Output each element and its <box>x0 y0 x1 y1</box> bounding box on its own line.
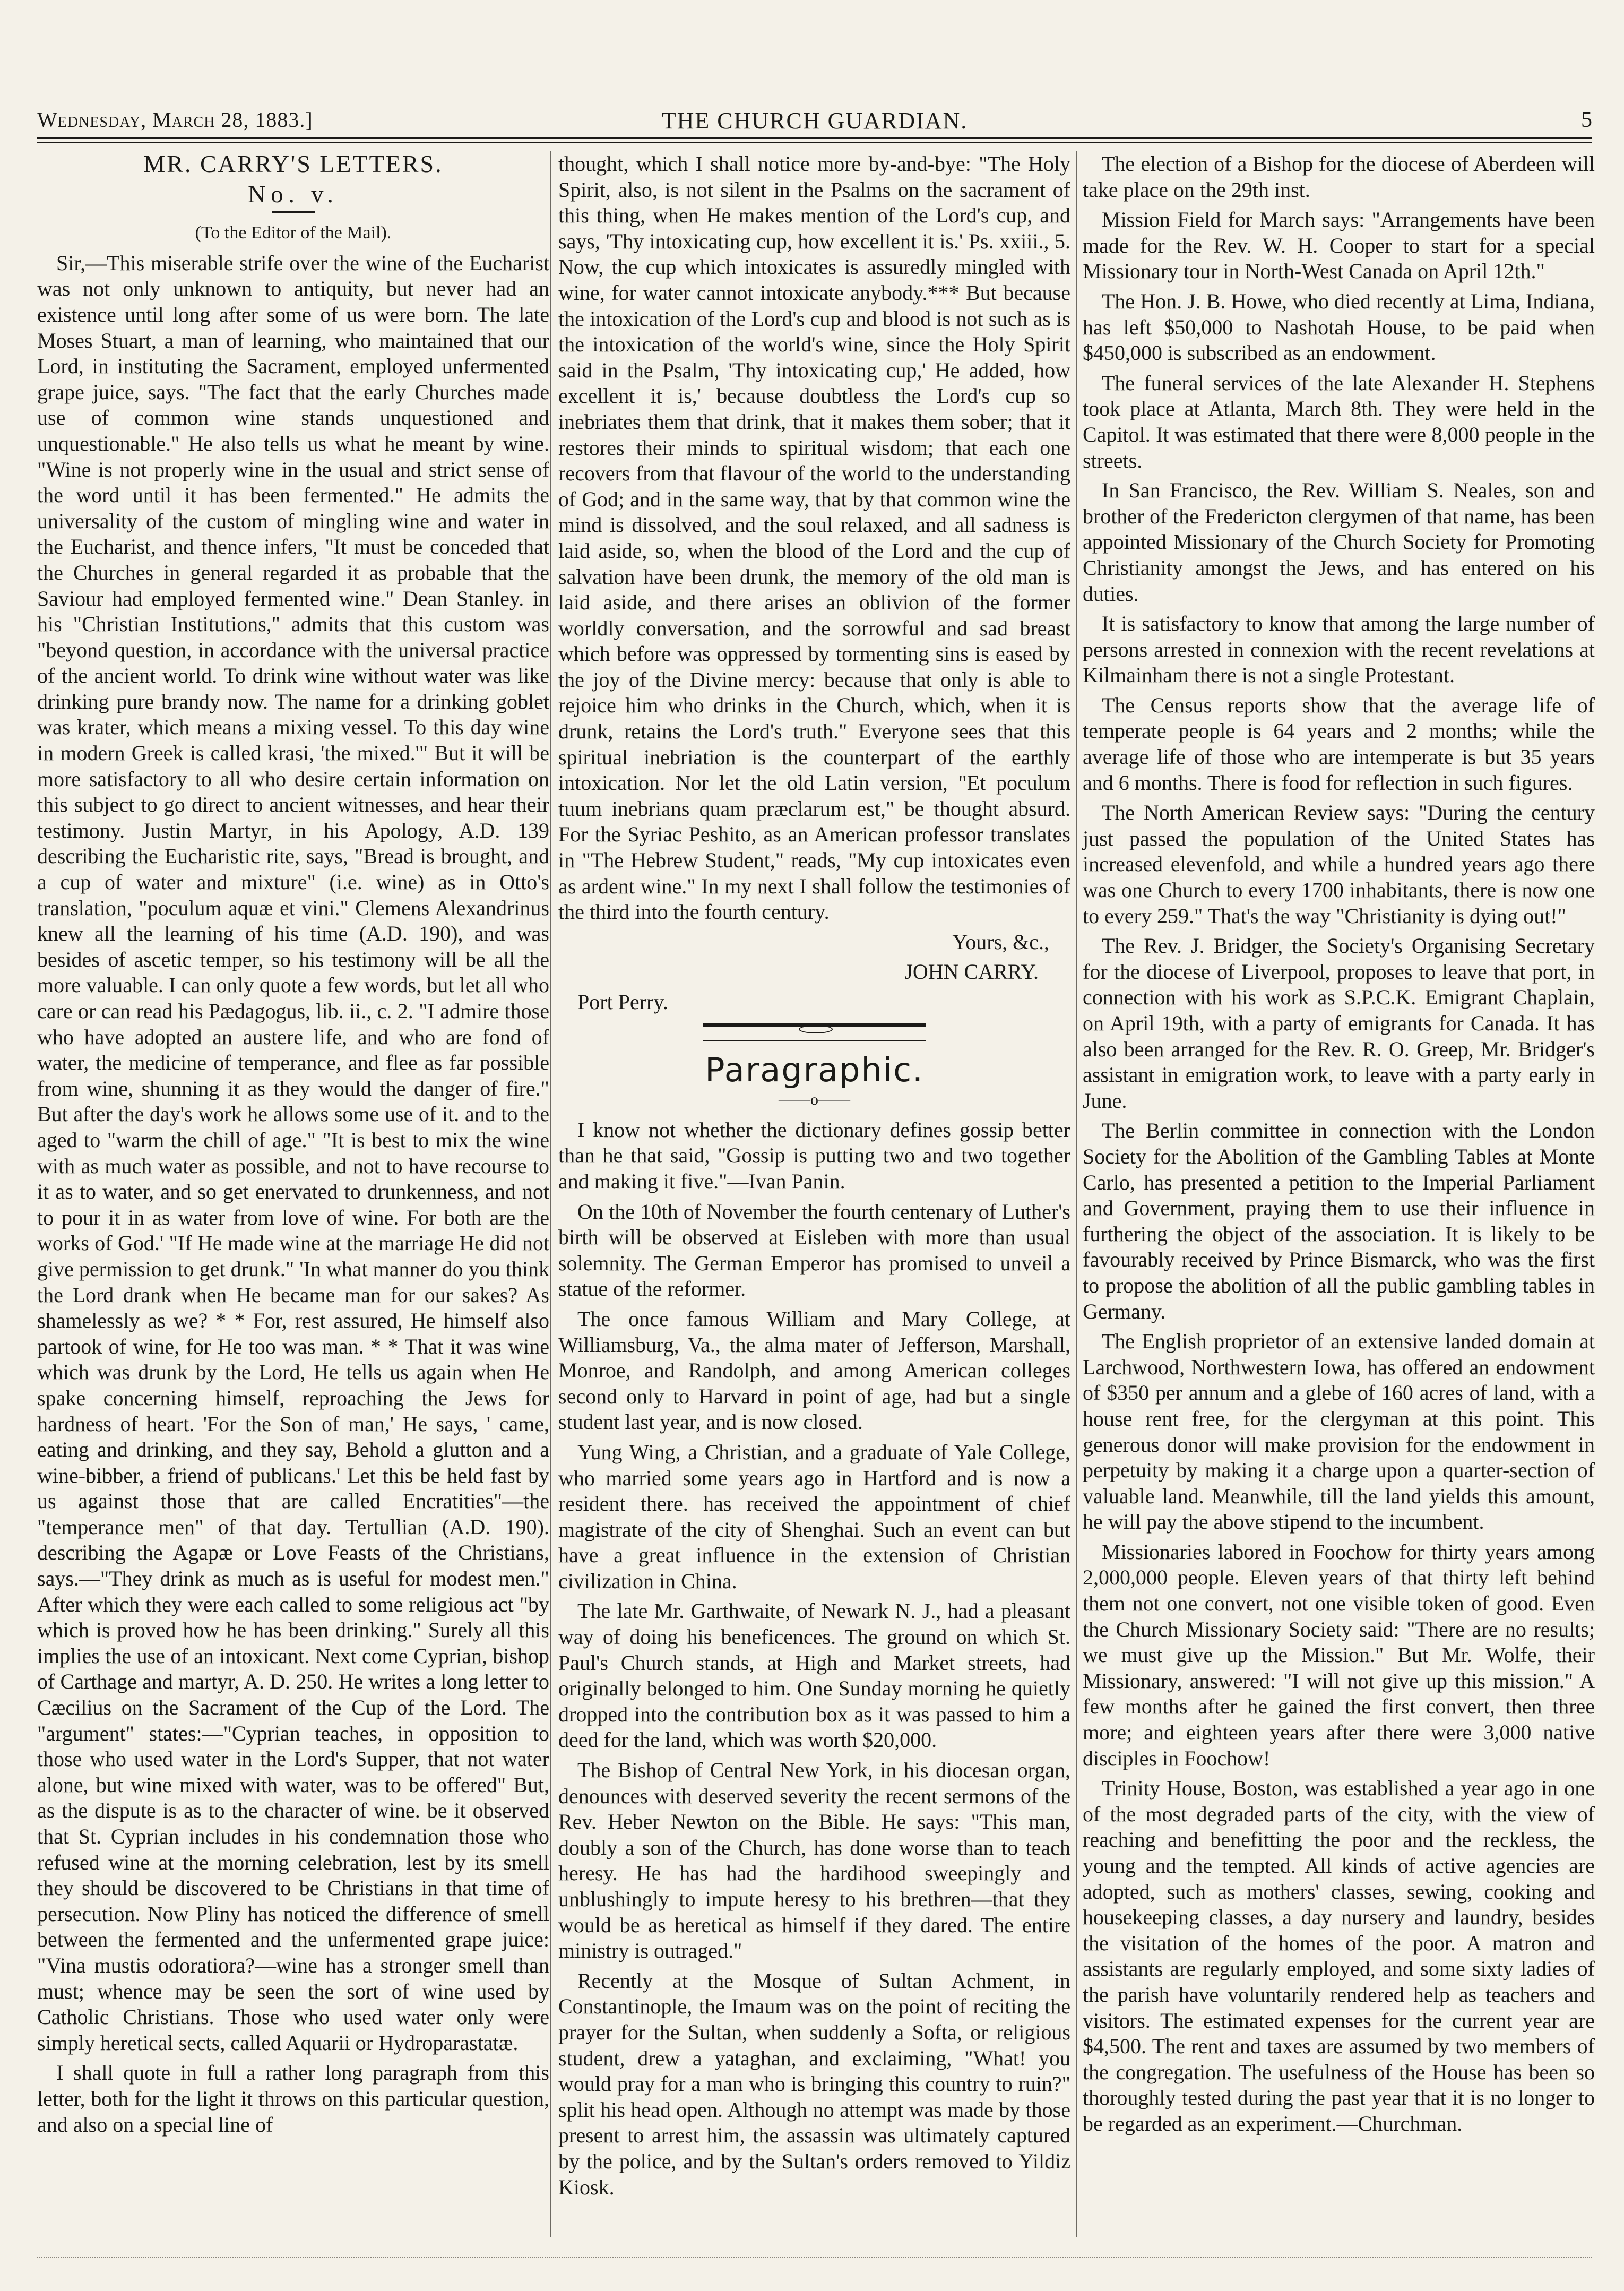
issue-date: Wednesday, March 28, 1883.] <box>37 108 313 132</box>
paragraph-item: In San Francisco, the Rev. William S. Neales, son and brother of the Fredericton clergymen of that name, has been appointed Missionary of the Church Society for Promoting Christianity amongst the Jews, and has entered on his duties. <box>1083 478 1595 606</box>
letter-paragraph: I shall quote in full a rather long paragraph from this letter, both for the light it throws on this particular question, and also on a special line of <box>37 2061 549 2137</box>
editor-note: (To the Editor of the Mail). <box>195 223 392 243</box>
paragraph-item: The Berlin committee in connection with the London Society for the Abolition of the Gambling Tables at Monte Carlo, has presented a petition to the Imperial Parliament and Government, praying them to use their influence in furthering the object of the association. It is likely to be favourably received by Prince Bismarck, who was the first to propose the abolition of all the public gambling tables in Germany. <box>1083 1118 1595 1323</box>
title-rule <box>272 211 315 213</box>
paragraph-item: The English proprietor of an extensive landed domain at Larchwood, Northwestern Iowa, has offered an endowment of $350 per annum and a glebe of 160 acres of land, with a house rent free, for the clergyman at this point. This generous donor will make provision for the endowment in perpetuity by making it a charge upon a quarter-section of valuable land. Meanwhile, till the land yields this amount, he will pay the above stipend to the incumbent. <box>1083 1329 1595 1534</box>
letter-signature: JOHN CARRY. <box>904 960 1039 984</box>
column-3 <box>1083 151 1595 2141</box>
paragraph-item: The North American Review says: "During the century just passed the population of the United States has increased elevenfold, and while a hundred years ago there was one Church to every 1700 inhabitants, there is now one to every 259." That's the way "Christianity is dying out!" <box>1083 800 1595 928</box>
paragraph-item: The election of a Bishop for the diocese of Aberdeen will take place on the 29th inst. <box>1083 152 1595 202</box>
letter-paragraph: Sir,—This miserable strife over the wine of the Eucharist was not only unknown to antiquity, but never had an existence until long after some of us were born. The late Moses Stuart, a man of learning, who maintained that our Lord, in instituting the Sacrament, employed unfermented grape juice, says. "The fact that the early Churches made use of common wine stands unquestioned and unquestionable." He also tells us what he meant by wine. "Wine is not properly wine in the usual and strict sense of the word until it has been fermented." He admits the universality of the custom of mingling wine and water in the Eucharist, and thence infers, "It must be conceded that the Churches in general regarded it as probable that the Saviour had employed fermented wine." Dean Stanley. in his "Christian Institutions," admits that this custom was "beyond question, in accordance with the universal practice of the ancient world. To drink wine without water was like drinking pure brandy now. The name for a drinking goblet was krater, which means a mixing vessel. To this day wine in modern Greek is called krasi, 'the mixed.'" But it will be more satisfactory to all who desire certain information on this subject to go direct to ancient witnesses, and hear their testimony. Justin Martyr, in his Apology, A.D. 139 describing the Eucharistic rite, says, "Bread is brought, and a cup of water and mixture" (i.e. wine) as in Otto's translation, "poculum aquæ et vini." Clemens Alexandrinus knew all the learning of his time (A.D. 190), and was besides of ascetic temper, so his testimony will be all the more valuable. I can only quote a few words, but let all who care or can read his Pædagogus, lib. ii., c. 2. "I admire those who have adopted an austere life, and who are fond of water, the medicine of temperance, and flee as far possible from wine, shunning it as they would the danger of fire." But after the day's work he allows some use of it. and to the aged to "warm the chill of age." "It is best to mix the wine with as much water as possible, and not to have recourse to it as to water, and so get enervated to drunkenness, and not to pour it in as water from love of wine. For both are the works of God.' "If He made wine at the marriage He did not give permission to get drunk." 'In what manner do you think the Lord drank when He became man for our sakes? As shamelessly as we? * * For, rest assured, He himself also partook of wine, for He too was man. * * That it was wine which was drunk by the Lord, He tells us again when He spake concerning himself, reproaching the Jews for hardness of heart. 'For the Son of man,' He says, ' came, eating and drinking, and they say, Behold a glutton and a wine-bibber, a friend of publicans.' Let this be held fast by us against those that are called Encratities"—the "temperance men" of that day. Tertullian (A.D. 190). describing the Agapæ or Love Feasts of the Christians, says.—"They drink as much as is useful for modest men." After which they were each called to some religious act "by which is proved how he has been drinking." Surely all this implies the use of an intoxicant. Next come Cyprian, bishop of Carthage and martyr, A. D. 250. He writes a long letter to Cæcilius on the Sacrament of the Cup of the Lord. The "argument" states:—"Cyprian teaches, in opposition to those who used water in the Lord's Supper, that not water alone, but wine mixed with water, was to be offered" But, as the dispute is as to the character of wine. be it observed that St. Cyprian includes in his condemnation those who refused wine at the morning celebration, lest by its smell they should be discovered to be Christians in that time of persecution. Now Pliny has noticed the difference of smell between the fermented and the unfermented grape juice: "Vina mustis odoratiora?—wine has a stronger smell than must; whence may be seen the sort of wine used by Catholic Christians. Those who used water only were simply heretical sects, called Aquarii or Hydroparastatæ. <box>37 251 549 2055</box>
column-divider-1 <box>550 151 551 2237</box>
paragraph-item: The Rev. J. Bridger, the Society's Organising Secretary for the diocese of Liverpool, proposes to leave that port, in connection with his work as S.P.C.K. Emigrant Chaplain, on April 19th, with a party of emigrants for Canada. It has also been arranged for the Rev. R. O. Greep, Mr. Bridger's assistant in emigration work, to leave with a party early in June. <box>1083 934 1595 1113</box>
paragraph-item: Yung Wing, a Christian, and a graduate of Yale College, who married some years ago in Hartford and is now a resident there. has received the appointment of chief magistrate of the city of Shenghai. Such an event can but have a great influence in the extension of Christian civilization in China. <box>558 1440 1070 1593</box>
letter-closing: Yours, &c., <box>952 929 1049 954</box>
masthead-title: THE CHURCH GUARDIAN. <box>661 108 968 134</box>
letter-number: No. v. <box>248 180 339 208</box>
paragraph-item: On the 10th of November the fourth centenary of Luther's birth will be observed at Eisleben with more than usual solemnity. The German Emperor has promised to unveil a statue of the reformer. <box>558 1199 1070 1301</box>
paragraph-item: The once famous William and Mary College, at Williamsburg, Va., the alma mater of Jefferson, Marshall, Monroe, and Randolph, and among American colleges second only to Harvard in point of age, had but a single student last year, and is now closed. <box>558 1306 1070 1434</box>
paragraph-item: The Bishop of Central New York, in his diocesan organ, denounces with deserved severity the recent sermons of the Rev. Heber Newton on the Bible. He says: "This man, doubly a son of the Church, has done worse than to teach heresy. He has had the hardihood sweepingly and unblushingly to impute heresy to his brethren—that they would be as heretical as himself if they dared. The entire ministry is outraged." <box>558 1758 1070 1963</box>
page-number: 5 <box>1581 108 1592 132</box>
paragraph-item: It is satisfactory to know that among the large number of persons arrested in connexion with the recent revelations at Kilmainham there is not a single Protestant. <box>1083 611 1595 687</box>
section-ornament <box>703 1023 926 1041</box>
paragraph-item: The funeral services of the late Alexander H. Stephens took place at Atlanta, March 8th. They were held in the Capitol. It was estimated that there were 8,000 people in the streets. <box>1083 371 1595 472</box>
paragraph-item: Trinity House, Boston, was established a year ago in one of the most degraded parts of the city, with the view of reaching and benefitting the poor and the reckless, the young and the tempted. All kinds of active agencies are adopted, such as mothers' classes, sewing, cooking and housekeeping classes, a day nursery and laundry, besides the visitation of the homes of the poor. A matron and assistants are regularly employed, and some sixty ladies of the parish have voluntarily rendered help as teachers and visitors. The estimated expenses for the current year are $4,500. The rent and taxes are assumed by two members of the congregation. The usefulness of the House has been so thoroughly tested during the past year that it is no longer to be regarded as an experiment.—Churchman. <box>1083 1776 1595 2135</box>
column-2 <box>558 151 1070 2204</box>
section-rule: ——o—— <box>779 1091 850 1109</box>
paragraph-item: The Hon. J. B. Howe, who died recently at Lima, Indiana, has left $50,000 to Nashotah House, to be paid when $450,000 is subscribed as an endowment. <box>1083 289 1595 365</box>
paragraph-item: The late Mr. Garthwaite, of Newark N. J., had a pleasant way of doing his beneficences. The ground on which St. Paul's Church stands, at High and Market streets, had originally belonged to him. One Sunday morning he quietly dropped into the contribution box as it was passed to him a deed for the land, which was worth $20,000. <box>558 1599 1070 1752</box>
paragraph-item: Recently at the Mosque of Sultan Achment, in Constantinople, the Imaum was on the point of reciting the prayer for the Sultan, when suddenly a Softa, or religious student, drew a yataghan, and exclaiming, "What! you would pray for a man who is bringing this country to ruin?" split his head open. Although no attempt was made by those present to arrest him, the assassin was ultimately captured by the police, and by the Sultan's orders removed to Yildiz Kiosk. <box>558 1968 1070 2199</box>
section-title: Paragraphic. <box>705 1050 924 1089</box>
bottom-rule <box>37 2257 1592 2258</box>
paragraph-item: The Census reports show that the average life of temperate people is 64 years and 2 months; while the average life of those who are intemperate is but 35 years and 6 months. There is food for reflection in such figures. <box>1083 693 1595 795</box>
article-title: MR. CARRY'S LETTERS. <box>143 150 443 177</box>
header-rule <box>37 137 1592 139</box>
paragraph-item: I know not whether the dictionary defines gossip better than he that said, "Gossip is putting two and two together and making it five."—Ivan Panin. <box>558 1117 1070 1193</box>
column-divider-2 <box>1076 151 1077 2237</box>
paragraph-item: Mission Field for March says: "Arrangements have been made for the Rev. W. H. Cooper to start for a special Missionary tour in North-West Canada on April 12th." <box>1083 208 1595 283</box>
letter-place: Port Perry. <box>577 990 668 1014</box>
letter-paragraph: thought, which I shall notice more by-and-bye: "The Holy Spirit, also, is not silent in the Psalms on the sacrament of this thing, when He makes mention of the Lord's cup, and says, 'Thy intoxicating cup, how excellent it is.' Ps. xxiii., 5. Now, the cup which intoxicates is assuredly mingled with wine, for water cannot intoxicate anybody.*** But because the intoxication of the Lord's cup and blood is not such as is the intoxication of the world's wine, since the Holy Spirit said in the Psalm, 'Thy intoxicating cup,' He added, how excellent it is,' because doubtless the Lord's cup so inebriates them that drink, that it makes them sober; that it restores their minds to spiritual wisdom; that each one recovers from that flavour of the world to the understanding of God; and in the same way, that by that common wine the mind is dissolved, and the soul relaxed, and all sadness is laid aside, so, when the blood of the Lord and the cup of salvation have been drunk, the memory of the old man is laid aside, and there arises an oblivion of the former worldly conversation, and the sorrowful and sad breast which before was oppressed by tormenting sins is eased by the joy of the Divine mercy: because that only is able to rejoice him who drinks in the Church, which, when it is drunk, retains the Lord's truth." Everyone sees that this spiritual inebriation is the counterpart of the earthly intoxication. Nor let the old Latin version, "Et poculum tuum inebrians quam præclarum est," be thought absurd. For the Syriac Peshito, as an American professor translates in "The Hebrew Student," reads, "My cup intoxicates even as ardent wine." In my next I shall follow the testimonies of the third into the fourth century. <box>558 152 1070 924</box>
paragraph-item: Missionaries labored in Foochow for thirty years among 2,000,000 people. Eleven years of that thirty left behind them not one convert, not one visible token of good. Even the Church Missionary Society said: "There are no results; we must give up the Mission." But Mr. Wolfe, their Missionary, answered: "I will not give up this mission." A few months after he gained the first convert, then three more; and eighteen years after there were 3,000 native disciples in Foochow! <box>1083 1539 1595 1770</box>
column-1 <box>37 151 549 2142</box>
header-rule-thin <box>37 142 1592 143</box>
page-header <box>37 107 1592 139</box>
